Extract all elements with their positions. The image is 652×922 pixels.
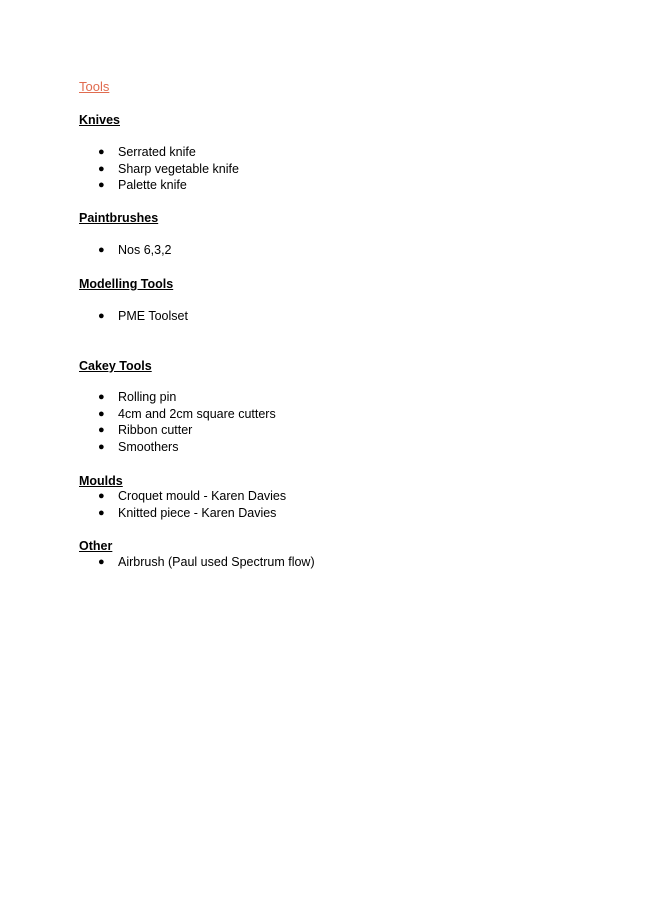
section-heading-modelling-tools: Modelling Tools bbox=[79, 277, 174, 291]
moulds-list bbox=[0, 488, 286, 521]
paintbrushes-list bbox=[0, 242, 172, 259]
bullet-icon: ● bbox=[98, 440, 105, 453]
list-item: ● Serrated knife bbox=[98, 145, 196, 159]
bullet-icon: ● bbox=[98, 391, 105, 403]
bullet-icon: ● bbox=[98, 407, 105, 420]
section-heading-cakey-tools: Cakey Tools bbox=[79, 359, 152, 373]
list-item: ● Sharp vegetable knife bbox=[98, 161, 239, 176]
bullet-icon: ● bbox=[98, 556, 105, 568]
list-item: ● Nos 6,3,2 bbox=[98, 243, 172, 257]
list-item: ● Knitted piece - Karen Davies bbox=[98, 505, 277, 520]
section-heading-moulds: Moulds bbox=[79, 474, 123, 488]
bullet-icon: ● bbox=[98, 244, 105, 256]
section-heading-other: Other bbox=[79, 539, 113, 553]
bullet-icon: ● bbox=[98, 179, 105, 191]
list-item: ● Palette knife bbox=[98, 178, 187, 192]
bullet-icon: ● bbox=[98, 146, 105, 158]
list-item: ● Smoothers bbox=[98, 439, 179, 454]
bullet-icon: ● bbox=[98, 424, 105, 436]
list-item: ● PME Toolset bbox=[98, 309, 188, 323]
list-item: ● 4cm and 2cm square cutters bbox=[98, 406, 276, 421]
list-item: ● Croquet mould - Karen Davies bbox=[98, 489, 287, 503]
list-item: ● Rolling pin bbox=[98, 390, 177, 404]
knives-list bbox=[0, 144, 239, 194]
bullet-icon: ● bbox=[98, 310, 105, 322]
bullet-icon: ● bbox=[98, 506, 105, 519]
modelling-tools-list bbox=[0, 308, 188, 325]
list-item: ● Ribbon cutter bbox=[98, 423, 193, 437]
other-list bbox=[0, 554, 315, 571]
list-item: ● Airbrush (Paul used Spectrum flow) bbox=[98, 555, 315, 569]
document-title: Tools bbox=[79, 79, 110, 94]
section-heading-knives: Knives bbox=[79, 113, 120, 127]
bullet-icon: ● bbox=[98, 162, 105, 175]
section-heading-paintbrushes: Paintbrushes bbox=[79, 211, 159, 225]
cakey-tools-list bbox=[0, 389, 276, 455]
bullet-icon: ● bbox=[98, 490, 105, 502]
